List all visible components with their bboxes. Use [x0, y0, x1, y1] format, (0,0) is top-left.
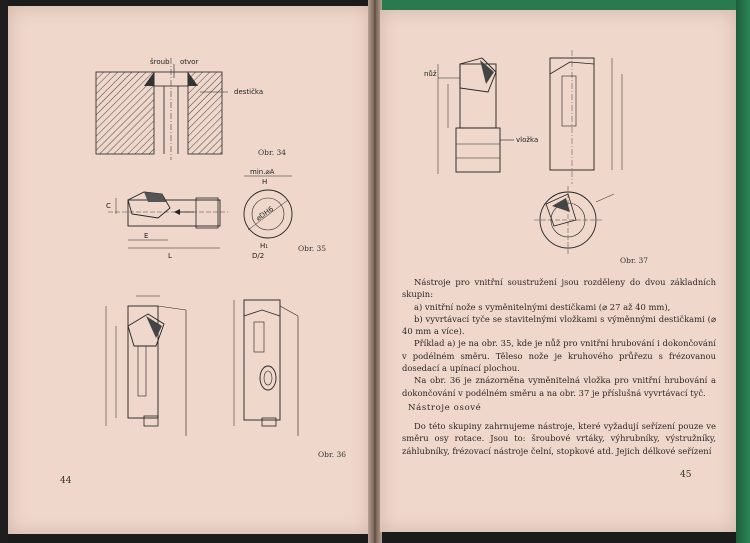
- right-page-number: 45: [680, 470, 692, 480]
- fig35-label-min-a: min.⌀A: [250, 168, 275, 176]
- figure-37: [424, 44, 640, 262]
- body-text-final: [402, 420, 716, 457]
- book-cover-left-edge: [0, 0, 8, 543]
- fig37-label-knife: nůž: [424, 70, 437, 78]
- figure-37-drawing: [424, 44, 640, 262]
- fig35-label-h1: H₁: [260, 242, 269, 250]
- fig34-label-screw: šroub: [150, 58, 170, 66]
- paragraph-example-a: Příklad a) je na obr. 35, kde je nůž pro vnitřní hrubování i dokončování v podélném směru. Těleso nože je kruhového průřezu s frézovanou dosedací a upínací plochou.: [402, 338, 716, 374]
- fig34-label-hole: otvor: [180, 58, 199, 66]
- figure-34: [88, 52, 288, 162]
- figure-35-caption: Obr. 35: [298, 244, 327, 253]
- fig35-label-d2: D/2: [252, 252, 265, 260]
- fig35-label-c: C: [106, 202, 111, 210]
- paragraph-intro: Nástroje pro vnitřní soustružení jsou rozděleny do dvou základních skupin:: [402, 277, 716, 300]
- book-cover-right-edge: [736, 0, 750, 543]
- figure-37-caption: Obr. 37: [620, 256, 649, 265]
- fig35-label-l: L: [168, 252, 172, 260]
- figure-35-drawing: [98, 168, 298, 262]
- paragraph-fig36-37: Na obr. 36 je znázorněna vyměnitelná vložka pro vnitřní hrubování a dokončování v podélném směru a na obr. 37 je příslušná vyvrtávací tyč.: [402, 375, 716, 398]
- fig37-label-insert: vložka: [516, 136, 539, 144]
- left-page-number: 44: [60, 476, 72, 486]
- fig35-label-h: H: [262, 178, 268, 186]
- figure-36: [86, 286, 316, 446]
- fig34-label-insert: destička: [234, 88, 264, 96]
- fig35-label-dh: ⌀DH6: [254, 205, 276, 223]
- left-page: [8, 6, 370, 534]
- paragraph-item-a: a) vnitřní nože s vyměnitelnými destičkami (⌀ 27 až 40 mm),: [414, 301, 671, 312]
- paragraph-item-b: b) vyvrtávací tyče se stavitelnými vložkami s výměnnými destičkami (⌀ 40 mm a více).: [402, 313, 716, 337]
- figure-34-caption: Obr. 34: [258, 148, 287, 157]
- book-cover-top-edge: [380, 0, 750, 10]
- section-heading: Nástroje osové: [408, 403, 482, 413]
- figure-35: [98, 168, 298, 262]
- body-text: [402, 276, 716, 399]
- fig35-label-e: E: [144, 232, 149, 240]
- paragraph-axial-tools: Do této skupiny zahrnujeme nástroje, které vyžadují seřízení pouze ve směru osy rotace. Jsou to: šroubové vrtáky, výhrubníky, výstružníky, záhlubníky, frézovací nástroje čelní, stopkové atd. Jejich délkové seřízení: [402, 421, 716, 456]
- figure-34-drawing: [88, 52, 288, 162]
- figure-36-caption: Obr. 36: [318, 450, 347, 459]
- right-page: [380, 10, 736, 532]
- figure-36-drawing: [86, 286, 316, 446]
